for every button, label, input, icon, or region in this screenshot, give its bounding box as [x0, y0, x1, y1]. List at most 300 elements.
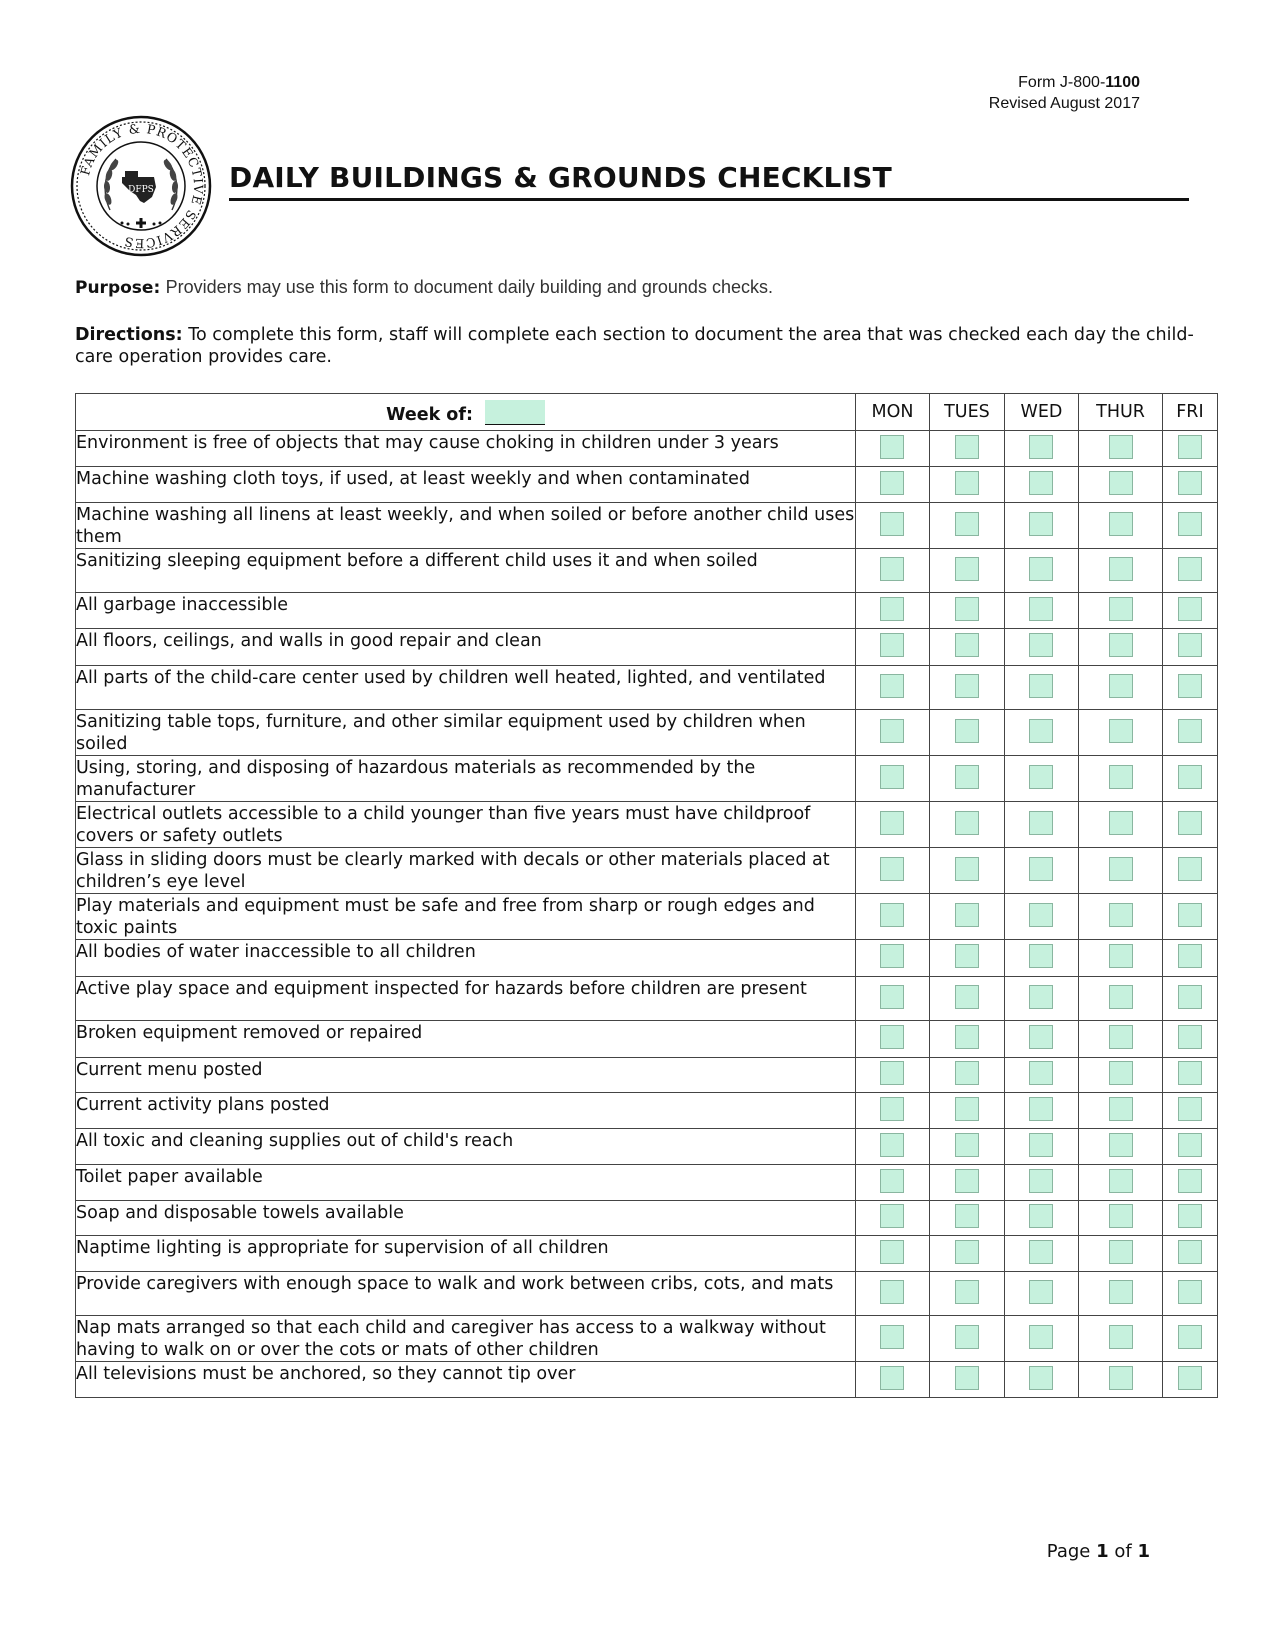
checkbox-cell-wed	[1004, 1362, 1079, 1398]
table-row	[76, 1058, 1218, 1093]
checklist-item-cell	[76, 1236, 856, 1272]
checkbox-mon[interactable]	[880, 435, 904, 459]
checkbox-cell-fri	[1162, 467, 1217, 503]
checkbox-fri[interactable]	[1178, 719, 1202, 743]
checklist-item-text: Using, storing, and disposing of hazardous materials as recommended by the manufacturer	[76, 758, 756, 800]
checkbox-wed[interactable]	[1029, 1240, 1053, 1264]
checkbox-wed[interactable]	[1029, 1325, 1053, 1349]
checkbox-thur[interactable]	[1109, 557, 1133, 581]
checkbox-cell-wed	[1004, 1058, 1079, 1093]
checklist-item-text: Sanitizing table tops, furniture, and other similar equipment used by children when soiled	[76, 712, 806, 754]
checkbox-cell-wed	[1004, 710, 1079, 756]
checkbox-tues[interactable]	[955, 1366, 979, 1390]
table-row	[76, 1272, 1218, 1316]
checklist-item-cell	[76, 1058, 856, 1093]
checkbox-cell-thur	[1079, 802, 1163, 848]
seal-ring-text: FAMILY & PROTECTIVE SERVICES	[77, 120, 207, 252]
checkbox-cell-wed	[1004, 549, 1079, 593]
checkbox-cell-fri	[1162, 1021, 1217, 1058]
checkbox-cell-thur	[1079, 1272, 1163, 1316]
checklist-item-text: Machine washing all linens at least weekly, and when soiled or before another child uses them	[76, 505, 855, 547]
checkbox-cell-mon	[855, 710, 930, 756]
checklist-item-text: Electrical outlets accessible to a child younger than five years must have childproof covers or safety outlets	[76, 804, 811, 846]
revised-date: Revised August 2017	[988, 95, 1140, 112]
checkbox-cell-thur	[1079, 549, 1163, 593]
table-row	[76, 940, 1218, 977]
checklist-item-text: Current activity plans posted	[76, 1095, 330, 1115]
checkbox-mon[interactable]	[880, 811, 904, 835]
checkbox-cell-mon	[855, 1362, 930, 1398]
checkbox-fri[interactable]	[1178, 674, 1202, 698]
checkbox-cell-fri	[1162, 1129, 1217, 1165]
checkbox-mon[interactable]	[880, 674, 904, 698]
checkbox-wed[interactable]	[1029, 944, 1053, 968]
page-total: 1	[1137, 1541, 1150, 1562]
checkbox-cell-wed	[1004, 629, 1079, 666]
checkbox-tues[interactable]	[955, 811, 979, 835]
checkbox-cell-thur	[1079, 593, 1163, 629]
checkbox-cell-thur	[1079, 1236, 1163, 1272]
checkbox-cell-wed	[1004, 977, 1079, 1021]
checkbox-thur[interactable]	[1109, 811, 1133, 835]
checkbox-cell-mon	[855, 1165, 930, 1201]
checkbox-wed[interactable]	[1029, 765, 1053, 789]
checkbox-fri[interactable]	[1178, 1169, 1202, 1193]
seal-center-text: DFPS	[128, 185, 154, 195]
checkbox-tues[interactable]	[955, 1280, 979, 1304]
table-row	[76, 503, 1218, 549]
checkbox-thur[interactable]	[1109, 1097, 1133, 1121]
week-of-input[interactable]	[485, 400, 545, 425]
checklist-item-text: Broken equipment removed or repaired	[76, 1023, 423, 1043]
checkbox-cell-tues	[930, 710, 1005, 756]
checkbox-cell-fri	[1162, 756, 1217, 802]
checkbox-fri[interactable]	[1178, 1061, 1202, 1085]
table-row	[76, 848, 1218, 894]
checkbox-wed[interactable]	[1029, 597, 1053, 621]
checkbox-cell-thur	[1079, 1021, 1163, 1058]
checkbox-thur[interactable]	[1109, 435, 1133, 459]
checkbox-cell-wed	[1004, 503, 1079, 549]
checkbox-wed[interactable]	[1029, 811, 1053, 835]
checklist-item-cell	[76, 1165, 856, 1201]
checkbox-cell-mon	[855, 977, 930, 1021]
checkbox-thur[interactable]	[1109, 1061, 1133, 1085]
purpose-text: Providers may use this form to document daily building and grounds checks.	[165, 277, 773, 297]
checkbox-cell-wed	[1004, 1201, 1079, 1236]
checkbox-fri[interactable]	[1178, 512, 1202, 536]
checkbox-fri[interactable]	[1178, 1025, 1202, 1049]
checkbox-cell-mon	[855, 940, 930, 977]
checklist-item-text: All bodies of water inaccessible to all children	[76, 942, 476, 962]
table-row	[76, 1093, 1218, 1129]
page-number	[1047, 1541, 1150, 1562]
checkbox-fri[interactable]	[1178, 597, 1202, 621]
checkbox-cell-mon	[855, 848, 930, 894]
checkbox-thur[interactable]	[1109, 633, 1133, 657]
checklist-item-text: Nap mats arranged so that each child and caregiver has access to a walkway without having to walk on or over the cots or mats of other children	[76, 1318, 826, 1360]
checkbox-tues[interactable]	[955, 1325, 979, 1349]
checklist-item-text: Soap and disposable towels available	[76, 1203, 404, 1223]
checkbox-cell-tues	[930, 467, 1005, 503]
checkbox-thur[interactable]	[1109, 1280, 1133, 1304]
checkbox-cell-tues	[930, 1021, 1005, 1058]
checklist-table	[75, 393, 1218, 1398]
checkbox-cell-mon	[855, 467, 930, 503]
checkbox-cell-thur	[1079, 940, 1163, 977]
checkbox-tues[interactable]	[955, 1204, 979, 1228]
checklist-item-cell	[76, 629, 856, 666]
checkbox-cell-mon	[855, 1129, 930, 1165]
checkbox-thur[interactable]	[1109, 944, 1133, 968]
table-row	[76, 593, 1218, 629]
checkbox-fri[interactable]	[1178, 557, 1202, 581]
checkbox-cell-tues	[930, 1165, 1005, 1201]
checkbox-wed[interactable]	[1029, 1133, 1053, 1157]
checkbox-cell-wed	[1004, 431, 1079, 467]
checkbox-fri[interactable]	[1178, 765, 1202, 789]
checkbox-cell-tues	[930, 940, 1005, 977]
dfps-seal-logo	[70, 115, 212, 257]
checkbox-tues[interactable]	[955, 985, 979, 1009]
checklist-item-text: Machine washing cloth toys, if used, at least weekly and when contaminated	[76, 469, 750, 489]
checkbox-tues[interactable]	[955, 765, 979, 789]
checkbox-cell-thur	[1079, 666, 1163, 710]
day-header-thur: THUR	[1079, 394, 1163, 431]
table-row	[76, 1021, 1218, 1058]
checkbox-fri[interactable]	[1178, 435, 1202, 459]
checkbox-thur[interactable]	[1109, 1133, 1133, 1157]
checkbox-fri[interactable]	[1178, 1097, 1202, 1121]
checkbox-cell-wed	[1004, 1129, 1079, 1165]
checkbox-cell-tues	[930, 1236, 1005, 1272]
checkbox-cell-thur	[1079, 756, 1163, 802]
checklist-item-cell	[76, 666, 856, 710]
purpose-label: Purpose:	[75, 278, 161, 298]
checkbox-cell-mon	[855, 894, 930, 940]
checkbox-cell-mon	[855, 431, 930, 467]
checkbox-mon[interactable]	[880, 512, 904, 536]
checklist-item-cell	[76, 467, 856, 503]
page-title: DAILY BUILDINGS & GROUNDS CHECKLIST	[229, 161, 892, 194]
checkbox-mon[interactable]	[880, 1169, 904, 1193]
checkbox-thur[interactable]	[1109, 985, 1133, 1009]
checkbox-tues[interactable]	[955, 944, 979, 968]
checkbox-fri[interactable]	[1178, 1240, 1202, 1264]
table-row	[76, 1201, 1218, 1236]
checklist-item-cell	[76, 1201, 856, 1236]
checkbox-tues[interactable]	[955, 512, 979, 536]
checkbox-thur[interactable]	[1109, 597, 1133, 621]
checkbox-mon[interactable]	[880, 944, 904, 968]
checkbox-cell-thur	[1079, 710, 1163, 756]
checkbox-mon[interactable]	[880, 1325, 904, 1349]
checkbox-cell-thur	[1079, 977, 1163, 1021]
checkbox-cell-wed	[1004, 940, 1079, 977]
checkbox-cell-tues	[930, 1316, 1005, 1362]
checkbox-mon[interactable]	[880, 1240, 904, 1264]
checkbox-thur[interactable]	[1109, 471, 1133, 495]
page-current: 1	[1096, 1541, 1109, 1562]
checklist-item-text: All parts of the child-care center used by children well heated, lighted, and ventilated	[76, 668, 826, 688]
checkbox-cell-mon	[855, 1316, 930, 1362]
checkbox-thur[interactable]	[1109, 1204, 1133, 1228]
checkbox-wed[interactable]	[1029, 1061, 1053, 1085]
table-row	[76, 629, 1218, 666]
table-row	[76, 1362, 1218, 1398]
checkbox-thur[interactable]	[1109, 512, 1133, 536]
checkbox-wed[interactable]	[1029, 512, 1053, 536]
checkbox-mon[interactable]	[880, 903, 904, 927]
checkbox-fri[interactable]	[1178, 633, 1202, 657]
checklist-item-text: Sanitizing sleeping equipment before a different child uses it and when soiled	[76, 551, 758, 571]
checkbox-cell-fri	[1162, 666, 1217, 710]
checkbox-wed[interactable]	[1029, 1204, 1053, 1228]
page-of: of	[1114, 1541, 1132, 1562]
checkbox-mon[interactable]	[880, 765, 904, 789]
checkbox-cell-wed	[1004, 1021, 1079, 1058]
checkbox-cell-mon	[855, 503, 930, 549]
checkbox-thur[interactable]	[1109, 1366, 1133, 1390]
checklist-body	[76, 431, 1218, 1398]
checkbox-tues[interactable]	[955, 597, 979, 621]
checkbox-wed[interactable]	[1029, 471, 1053, 495]
checkbox-cell-fri	[1162, 894, 1217, 940]
checklist-item-cell	[76, 894, 856, 940]
form-identifier	[989, 72, 1140, 114]
day-header-wed: WED	[1004, 394, 1079, 431]
checkbox-wed[interactable]	[1029, 1280, 1053, 1304]
checklist-item-cell	[76, 549, 856, 593]
checkbox-cell-wed	[1004, 1165, 1079, 1201]
checklist-item-text: All garbage inaccessible	[76, 595, 289, 615]
checkbox-tues[interactable]	[955, 1025, 979, 1049]
checkbox-fri[interactable]	[1178, 1133, 1202, 1157]
checkbox-cell-tues	[930, 894, 1005, 940]
checkbox-wed[interactable]	[1029, 674, 1053, 698]
checkbox-tues[interactable]	[955, 719, 979, 743]
checkbox-wed[interactable]	[1029, 1169, 1053, 1193]
checkbox-thur[interactable]	[1109, 719, 1133, 743]
checkbox-cell-thur	[1079, 1201, 1163, 1236]
checkbox-wed[interactable]	[1029, 985, 1053, 1009]
form-prefix: Form J-800-	[1018, 74, 1106, 91]
checkbox-wed[interactable]	[1029, 1097, 1053, 1121]
table-row	[76, 710, 1218, 756]
table-row	[76, 549, 1218, 593]
day-header-mon: MON	[855, 394, 930, 431]
checkbox-mon[interactable]	[880, 1061, 904, 1085]
checkbox-cell-mon	[855, 1236, 930, 1272]
checkbox-tues[interactable]	[955, 1133, 979, 1157]
table-row	[76, 666, 1218, 710]
checkbox-wed[interactable]	[1029, 557, 1053, 581]
checklist-item-text: Play materials and equipment must be safe and free from sharp or rough edges and toxic paints	[76, 896, 815, 938]
checkbox-tues[interactable]	[955, 557, 979, 581]
checkbox-tues[interactable]	[955, 674, 979, 698]
table-row	[76, 1236, 1218, 1272]
checkbox-thur[interactable]	[1109, 1169, 1133, 1193]
checkbox-cell-tues	[930, 629, 1005, 666]
checklist-item-cell	[76, 1129, 856, 1165]
table-row	[76, 1316, 1218, 1362]
checkbox-cell-mon	[855, 756, 930, 802]
checkbox-tues[interactable]	[955, 1061, 979, 1085]
week-of-cell	[76, 394, 856, 431]
checkbox-cell-tues	[930, 1093, 1005, 1129]
checkbox-tues[interactable]	[955, 1169, 979, 1193]
checkbox-mon[interactable]	[880, 1025, 904, 1049]
checkbox-cell-tues	[930, 666, 1005, 710]
checklist-item-cell	[76, 710, 856, 756]
purpose-statement	[75, 277, 773, 298]
checkbox-cell-tues	[930, 802, 1005, 848]
checkbox-tues[interactable]	[955, 435, 979, 459]
table-row	[76, 802, 1218, 848]
checkbox-cell-thur	[1079, 503, 1163, 549]
checkbox-cell-thur	[1079, 1165, 1163, 1201]
checklist-item-cell	[76, 503, 856, 549]
checkbox-wed[interactable]	[1029, 857, 1053, 881]
page-label: Page	[1046, 1541, 1091, 1562]
checkbox-fri[interactable]	[1178, 1280, 1202, 1304]
checkbox-wed[interactable]	[1029, 1025, 1053, 1049]
checkbox-tues[interactable]	[955, 1097, 979, 1121]
checklist-item-cell	[76, 848, 856, 894]
checklist-item-cell	[76, 940, 856, 977]
table-row	[76, 1129, 1218, 1165]
checkbox-wed[interactable]	[1029, 435, 1053, 459]
checklist-item-text: Active play space and equipment inspected for hazards before children are present	[76, 979, 807, 999]
checkbox-fri[interactable]	[1178, 857, 1202, 881]
checkbox-cell-fri	[1162, 940, 1217, 977]
checkbox-mon[interactable]	[880, 471, 904, 495]
checkbox-thur[interactable]	[1109, 857, 1133, 881]
checkbox-tues[interactable]	[955, 903, 979, 927]
checkbox-fri[interactable]	[1178, 985, 1202, 1009]
checklist-item-text: Toilet paper available	[76, 1167, 263, 1187]
checkbox-thur[interactable]	[1109, 674, 1133, 698]
checkbox-cell-thur	[1079, 1316, 1163, 1362]
checkbox-cell-tues	[930, 1201, 1005, 1236]
checkbox-cell-wed	[1004, 1236, 1079, 1272]
checkbox-tues[interactable]	[955, 1240, 979, 1264]
checkbox-cell-wed	[1004, 1093, 1079, 1129]
checkbox-thur[interactable]	[1109, 1240, 1133, 1264]
checkbox-mon[interactable]	[880, 857, 904, 881]
checkbox-fri[interactable]	[1178, 1204, 1202, 1228]
checkbox-cell-tues	[930, 549, 1005, 593]
checklist-item-cell	[76, 431, 856, 467]
checkbox-cell-tues	[930, 1362, 1005, 1398]
table-row	[76, 467, 1218, 503]
checklist-item-text: Glass in sliding doors must be clearly marked with decals or other materials placed at children’s eye level	[76, 850, 830, 892]
checkbox-mon[interactable]	[880, 1366, 904, 1390]
checkbox-tues[interactable]	[955, 471, 979, 495]
table-header-row	[76, 394, 1218, 431]
checkbox-fri[interactable]	[1178, 471, 1202, 495]
checkbox-mon[interactable]	[880, 1204, 904, 1228]
checkbox-thur[interactable]	[1109, 1025, 1133, 1049]
checkbox-thur[interactable]	[1109, 765, 1133, 789]
checkbox-wed[interactable]	[1029, 903, 1053, 927]
checkbox-fri[interactable]	[1178, 1325, 1202, 1349]
checkbox-mon[interactable]	[880, 1280, 904, 1304]
checkbox-fri[interactable]	[1178, 944, 1202, 968]
day-header-tues: TUES	[930, 394, 1005, 431]
checkbox-fri[interactable]	[1178, 903, 1202, 927]
checkbox-cell-mon	[855, 1021, 930, 1058]
table-row	[76, 894, 1218, 940]
checkbox-cell-mon	[855, 802, 930, 848]
checkbox-cell-mon	[855, 593, 930, 629]
checkbox-mon[interactable]	[880, 633, 904, 657]
checkbox-cell-tues	[930, 593, 1005, 629]
checklist-item-cell	[76, 1316, 856, 1362]
checkbox-cell-wed	[1004, 756, 1079, 802]
checkbox-fri[interactable]	[1178, 811, 1202, 835]
checkbox-cell-wed	[1004, 593, 1079, 629]
checklist-item-cell	[76, 756, 856, 802]
checkbox-wed[interactable]	[1029, 719, 1053, 743]
checkbox-cell-tues	[930, 756, 1005, 802]
checkbox-mon[interactable]	[880, 1097, 904, 1121]
checkbox-cell-fri	[1162, 977, 1217, 1021]
checkbox-thur[interactable]	[1109, 903, 1133, 927]
checkbox-cell-tues	[930, 1129, 1005, 1165]
checkbox-mon[interactable]	[880, 557, 904, 581]
checklist-item-text: All floors, ceilings, and walls in good repair and clean	[76, 631, 542, 651]
checkbox-wed[interactable]	[1029, 633, 1053, 657]
table-row	[76, 1165, 1218, 1201]
checkbox-cell-wed	[1004, 894, 1079, 940]
checklist-item-text: Environment is free of objects that may cause choking in children under 3 years	[76, 433, 779, 453]
checklist-item-text: All televisions must be anchored, so they cannot tip over	[76, 1364, 576, 1384]
checkbox-wed[interactable]	[1029, 1366, 1053, 1390]
checkbox-mon[interactable]	[880, 597, 904, 621]
checkbox-cell-fri	[1162, 1165, 1217, 1201]
checkbox-cell-fri	[1162, 1058, 1217, 1093]
checkbox-tues[interactable]	[955, 857, 979, 881]
checkbox-cell-fri	[1162, 1362, 1217, 1398]
checkbox-thur[interactable]	[1109, 1325, 1133, 1349]
checkbox-cell-wed	[1004, 848, 1079, 894]
checkbox-mon[interactable]	[880, 1133, 904, 1157]
checkbox-cell-wed	[1004, 666, 1079, 710]
checkbox-cell-fri	[1162, 431, 1217, 467]
checkbox-mon[interactable]	[880, 985, 904, 1009]
checkbox-cell-wed	[1004, 467, 1079, 503]
checkbox-cell-thur	[1079, 848, 1163, 894]
checklist-item-cell	[76, 1362, 856, 1398]
checkbox-cell-thur	[1079, 629, 1163, 666]
checkbox-cell-mon	[855, 629, 930, 666]
checkbox-fri[interactable]	[1178, 1366, 1202, 1390]
checklist-item-cell	[76, 1272, 856, 1316]
checklist-item-text: Provide caregivers with enough space to walk and work between cribs, cots, and mats	[76, 1274, 834, 1294]
checkbox-mon[interactable]	[880, 719, 904, 743]
checkbox-cell-tues	[930, 977, 1005, 1021]
checkbox-tues[interactable]	[955, 633, 979, 657]
checklist-item-cell	[76, 802, 856, 848]
checkbox-cell-thur	[1079, 1129, 1163, 1165]
checkbox-cell-wed	[1004, 1272, 1079, 1316]
checkbox-cell-wed	[1004, 802, 1079, 848]
table-row	[76, 431, 1218, 467]
checkbox-cell-mon	[855, 1058, 930, 1093]
checkbox-cell-tues	[930, 503, 1005, 549]
table-row	[76, 756, 1218, 802]
